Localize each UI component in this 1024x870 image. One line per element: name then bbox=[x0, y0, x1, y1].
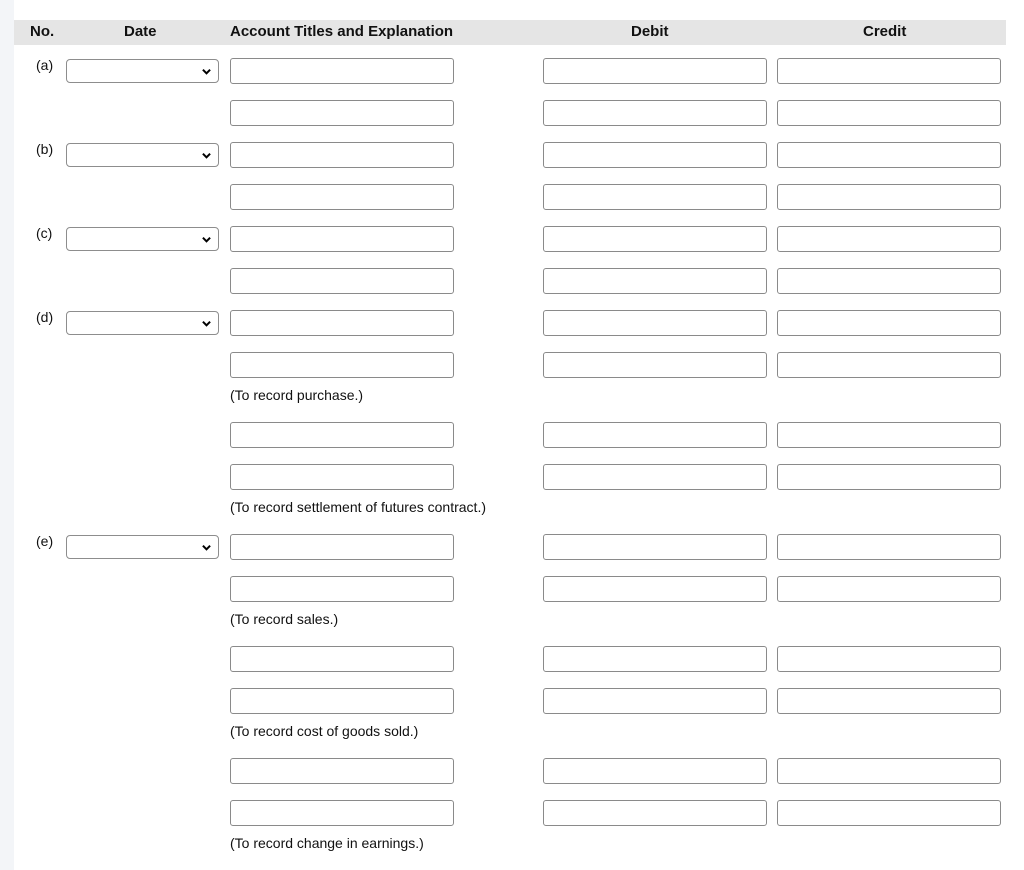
account-input[interactable] bbox=[230, 100, 454, 126]
header-account: Account Titles and Explanation bbox=[230, 23, 454, 40]
entry-label: (e) bbox=[36, 533, 54, 549]
debit-input[interactable] bbox=[543, 58, 767, 84]
credit-input[interactable] bbox=[777, 688, 1001, 714]
chevron-down-icon bbox=[202, 319, 211, 328]
debit-input[interactable] bbox=[543, 142, 767, 168]
explanation-text: (To record settlement of futures contract.) bbox=[230, 499, 486, 515]
chevron-down-icon bbox=[202, 151, 211, 160]
date-select[interactable] bbox=[66, 59, 219, 83]
journal-row bbox=[0, 310, 1024, 336]
credit-input[interactable] bbox=[777, 58, 1001, 84]
journal-row bbox=[0, 142, 1024, 168]
credit-input[interactable] bbox=[777, 268, 1001, 294]
entry-label: (a) bbox=[36, 57, 54, 73]
debit-input[interactable] bbox=[543, 268, 767, 294]
header-no: No. bbox=[30, 23, 55, 40]
date-select[interactable] bbox=[66, 311, 219, 335]
journal-row bbox=[0, 646, 1024, 672]
credit-input[interactable] bbox=[777, 142, 1001, 168]
debit-input[interactable] bbox=[543, 464, 767, 490]
debit-input[interactable] bbox=[543, 184, 767, 210]
journal-row bbox=[0, 800, 1024, 826]
journal-row bbox=[0, 422, 1024, 448]
credit-input[interactable] bbox=[777, 576, 1001, 602]
date-select[interactable] bbox=[66, 227, 219, 251]
journal-row bbox=[0, 534, 1024, 560]
account-input[interactable] bbox=[230, 58, 454, 84]
debit-input[interactable] bbox=[543, 646, 767, 672]
debit-input[interactable] bbox=[543, 310, 767, 336]
account-input[interactable] bbox=[230, 184, 454, 210]
chevron-down-icon bbox=[202, 543, 211, 552]
account-input[interactable] bbox=[230, 758, 454, 784]
credit-input[interactable] bbox=[777, 226, 1001, 252]
debit-input[interactable] bbox=[543, 800, 767, 826]
debit-input[interactable] bbox=[543, 422, 767, 448]
debit-input[interactable] bbox=[543, 226, 767, 252]
account-input[interactable] bbox=[230, 226, 454, 252]
journal-row bbox=[0, 184, 1024, 210]
credit-input[interactable] bbox=[777, 422, 1001, 448]
account-input[interactable] bbox=[230, 422, 454, 448]
journal-row bbox=[0, 268, 1024, 294]
credit-input[interactable] bbox=[777, 184, 1001, 210]
chevron-down-icon bbox=[202, 235, 211, 244]
debit-input[interactable] bbox=[543, 758, 767, 784]
credit-input[interactable] bbox=[777, 534, 1001, 560]
journal-row bbox=[0, 100, 1024, 126]
debit-input[interactable] bbox=[543, 100, 767, 126]
journal-row bbox=[0, 226, 1024, 252]
account-input[interactable] bbox=[230, 352, 454, 378]
credit-input[interactable] bbox=[777, 464, 1001, 490]
journal-row bbox=[0, 464, 1024, 490]
header-credit: Credit bbox=[863, 23, 907, 40]
credit-input[interactable] bbox=[777, 800, 1001, 826]
explanation-text: (To record purchase.) bbox=[230, 387, 364, 403]
date-select[interactable] bbox=[66, 143, 219, 167]
header-date: Date bbox=[124, 23, 157, 40]
account-input[interactable] bbox=[230, 800, 454, 826]
journal-row bbox=[0, 758, 1024, 784]
debit-input[interactable] bbox=[543, 576, 767, 602]
account-input[interactable] bbox=[230, 688, 454, 714]
credit-input[interactable] bbox=[777, 646, 1001, 672]
debit-input[interactable] bbox=[543, 534, 767, 560]
date-select[interactable] bbox=[66, 535, 219, 559]
header-debit: Debit bbox=[631, 23, 669, 40]
journal-row bbox=[0, 352, 1024, 378]
journal-row bbox=[0, 58, 1024, 84]
debit-input[interactable] bbox=[543, 688, 767, 714]
explanation-text: (To record change in earnings.) bbox=[230, 835, 424, 851]
credit-input[interactable] bbox=[777, 352, 1001, 378]
account-input[interactable] bbox=[230, 576, 454, 602]
entry-label: (d) bbox=[36, 309, 54, 325]
explanation-text: (To record sales.) bbox=[230, 611, 339, 627]
account-input[interactable] bbox=[230, 268, 454, 294]
entry-label: (c) bbox=[36, 225, 53, 241]
account-input[interactable] bbox=[230, 464, 454, 490]
chevron-down-icon bbox=[202, 67, 211, 76]
account-input[interactable] bbox=[230, 534, 454, 560]
account-input[interactable] bbox=[230, 646, 454, 672]
journal-row bbox=[0, 688, 1024, 714]
journal-row bbox=[0, 576, 1024, 602]
account-input[interactable] bbox=[230, 310, 454, 336]
debit-input[interactable] bbox=[543, 352, 767, 378]
entry-label: (b) bbox=[36, 141, 54, 157]
credit-input[interactable] bbox=[777, 310, 1001, 336]
explanation-text: (To record cost of goods sold.) bbox=[230, 723, 419, 739]
credit-input[interactable] bbox=[777, 100, 1001, 126]
credit-input[interactable] bbox=[777, 758, 1001, 784]
account-input[interactable] bbox=[230, 142, 454, 168]
